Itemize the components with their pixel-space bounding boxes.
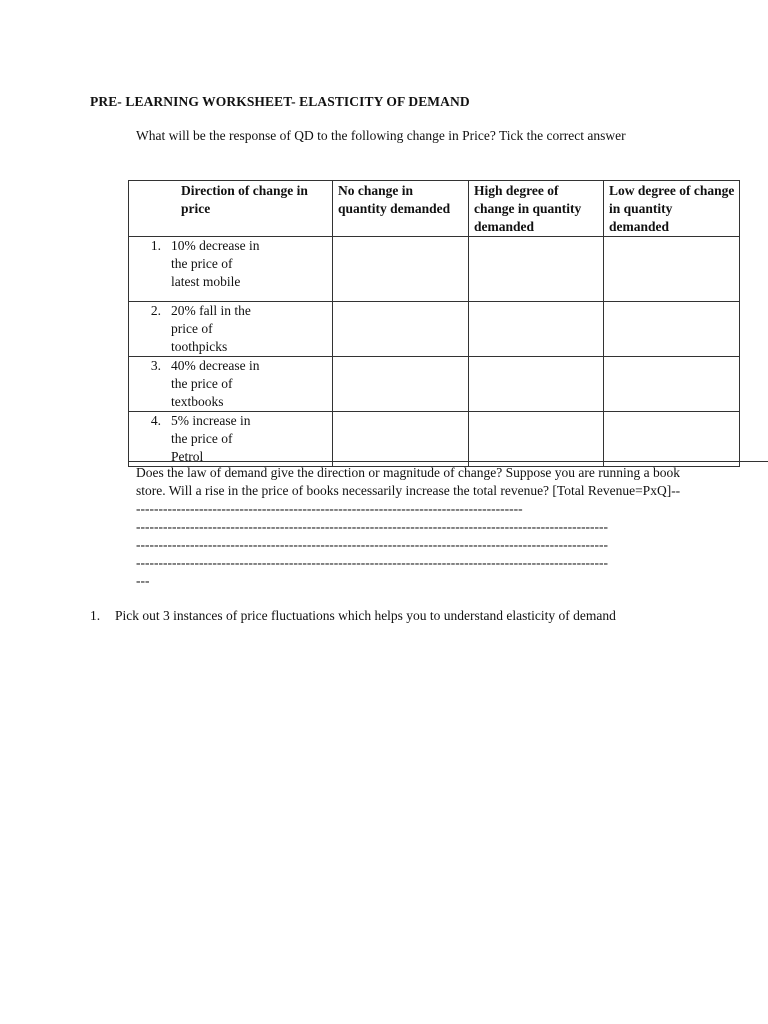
- answer-line[interactable]: ---: [136, 573, 150, 588]
- change-cell: [129, 412, 333, 467]
- change-cell: [129, 237, 333, 302]
- tick-cell-low-degree[interactable]: [604, 237, 740, 302]
- table-row: [129, 302, 740, 357]
- tick-cell-high-degree[interactable]: [469, 357, 604, 412]
- header-low-degree: Low degree of change in quantity demanded: [604, 181, 740, 237]
- tick-cell-no-change[interactable]: [333, 412, 469, 467]
- change-cell: [129, 302, 333, 357]
- table-row: [129, 357, 740, 412]
- law-question-text: Does the law of demand give the direction or magnitude of change? Suppose you are running a book store. Will a rise in the price of books necessarily increase the total revenue? [Total Revenue=PxQ]----------------------------------------------------------------------------------------: [136, 465, 681, 516]
- change-description: 40% decrease in the price of textbooks: [171, 358, 260, 409]
- table-header-row: [129, 181, 740, 237]
- section-divider: [128, 461, 768, 462]
- tick-cell-low-degree[interactable]: [604, 412, 740, 467]
- tick-cell-no-change[interactable]: [333, 237, 469, 302]
- tick-cell-low-degree[interactable]: [604, 302, 740, 357]
- answer-line[interactable]: ---------------------------------------------------------------------------------------------------------: [136, 555, 609, 570]
- worksheet-title: PRE- LEARNING WORKSHEET- ELASTICITY OF DEMAND: [90, 94, 470, 109]
- question-instruction: What will be the response of QD to the following change in Price? Tick the correct answer: [136, 128, 626, 143]
- header-no-change: No change in quantity demanded: [333, 181, 469, 237]
- task-item: [90, 607, 616, 625]
- change-description: 20% fall in the price of toothpicks: [171, 303, 251, 354]
- change-description: 10% decrease in the price of latest mobile: [171, 238, 260, 289]
- header-high-degree: High degree of change in quantity demanded: [469, 181, 604, 237]
- tick-cell-no-change[interactable]: [333, 302, 469, 357]
- tick-cell-low-degree[interactable]: [604, 357, 740, 412]
- task-text: Pick out 3 instances of price fluctuations which helps you to understand elasticity of demand: [115, 608, 616, 623]
- row-number: 1.: [150, 238, 161, 253]
- change-description: 5% increase in the price of Petrol: [171, 413, 251, 464]
- response-table: [128, 180, 740, 467]
- answer-line[interactable]: ---------------------------------------------------------------------------------------------------------: [136, 519, 609, 534]
- header-direction: Direction of change in price: [129, 181, 333, 237]
- row-number: 3.: [150, 358, 161, 373]
- task-number: 1.: [90, 608, 101, 623]
- row-number: 2.: [150, 303, 161, 318]
- tick-cell-no-change[interactable]: [333, 357, 469, 412]
- change-cell: [129, 357, 333, 412]
- table-row: [129, 412, 740, 467]
- answer-line[interactable]: ---------------------------------------------------------------------------------------------------------: [136, 537, 609, 552]
- tick-cell-high-degree[interactable]: [469, 302, 604, 357]
- tick-cell-high-degree[interactable]: [469, 412, 604, 467]
- tick-cell-high-degree[interactable]: [469, 237, 604, 302]
- table-row: [129, 237, 740, 302]
- law-of-demand-question: [136, 464, 681, 590]
- row-number: 4.: [150, 413, 161, 428]
